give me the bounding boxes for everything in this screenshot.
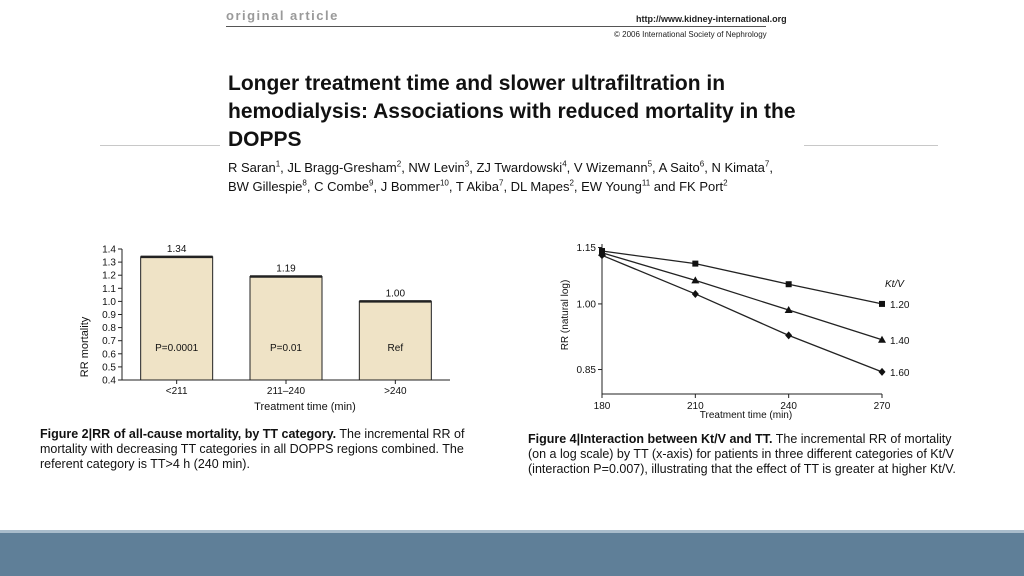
figure4-y-tick-label: 1.00 [576, 299, 596, 311]
author-name: FK Port [679, 179, 724, 194]
author-affiliation: 7 [764, 159, 770, 169]
figure4-series-line [602, 251, 882, 304]
footer-bar [0, 533, 1024, 576]
figure4-y-tick-label: 1.15 [576, 242, 596, 254]
figure2-y-tick-label: 0.7 [102, 336, 116, 348]
author-name: JL Bragg-Gresham [287, 160, 397, 175]
figure2-y-axis-label: RR mortality [79, 316, 91, 378]
figure4-marker-diamond [785, 331, 792, 339]
author-name: DL Mapes [510, 179, 570, 194]
figure2-y-tick-label: 1.3 [102, 257, 116, 269]
figure4-y-axis-label: RR (natural log) [560, 279, 571, 351]
author-name: J Bommer [380, 179, 440, 194]
author-name: R Saran [228, 160, 276, 175]
figure4-marker-square [786, 281, 792, 287]
author-name: NW Levin [408, 160, 465, 175]
figure2-x-axis-label: Treatment time (min) [254, 401, 356, 413]
figure4-marker-square [692, 261, 698, 267]
author-affiliation: 1 [275, 159, 281, 169]
figure2-x-tick-label: <211 [165, 386, 188, 397]
figure2-y-tick-label: 0.9 [102, 310, 116, 321]
figure4-marker-diamond [879, 368, 886, 376]
figure4-series-label: 1.40 [890, 335, 910, 347]
figure4-series-line [602, 253, 882, 340]
figure4-caption [528, 432, 958, 477]
author-name: V Wizemann [573, 160, 648, 175]
figure4-x-tick-label: 240 [780, 401, 798, 412]
article-type-label: original article [226, 8, 339, 23]
figure2-bar-chart [70, 238, 470, 418]
author-affiliation: 7 [498, 178, 504, 188]
author-name: T Akiba [455, 179, 499, 194]
figure2-x-tick-label: 211–240 [266, 386, 306, 397]
figure2-bar-value-label: 1.34 [166, 243, 187, 255]
figure2-caption-body: The incremental RR of mortality with decreasing TT categories in all DOPPS regions combined. The referent category is TT>4 h (240 min). [40, 427, 465, 471]
figure2-bars [141, 244, 432, 380]
author-affiliation: 6 [699, 159, 705, 169]
title-rule-left [100, 145, 220, 146]
figure4-caption-body: The incremental RR of mortality (on a log scale) by TT (x-axis) for patients in three different categories of Kt/V (interaction P=0.007), illustrating that the effect of TT is greater at higher Kt/V. [528, 432, 956, 476]
author-name: EW Young [581, 179, 642, 194]
author-affiliation: 10 [439, 178, 449, 188]
figure4-x-tick-label: 180 [593, 401, 611, 412]
figure4-caption-title: Figure 4|Interaction between Kt/V and TT. [528, 432, 773, 446]
author-name: C Combe [314, 179, 370, 194]
figure2-y-tick-label: 0.5 [102, 362, 116, 374]
figure2-bar-value-label: 1.00 [385, 288, 406, 300]
figure2-bar [141, 257, 213, 380]
figure2-bar-inner-label: P=0.0001 [155, 343, 199, 354]
figure2-bar-inner-label: Ref [387, 343, 404, 354]
author-affiliation: 8 [302, 178, 307, 188]
figure4-x-tick-label: 270 [873, 401, 891, 412]
figure4-x-axis-label: Treatment time (min) [699, 410, 793, 421]
figure2-y-tick-label: 1.4 [102, 244, 116, 256]
figure2-bar [359, 301, 431, 380]
author-affiliation: 2 [723, 178, 728, 188]
author-name: A Saito [658, 160, 700, 175]
figure4-series-line [602, 255, 882, 372]
paper-title: Longer treatment time and slower ultrafiltration in hemodialysis: Associations with reduced mortality in the DOPPS [228, 72, 796, 151]
figure2-y-tick-label: 0.8 [102, 323, 116, 335]
figure2-y-tick-label: 0.4 [102, 375, 116, 387]
author-affiliation: 9 [369, 178, 374, 188]
author-affiliation: 3 [464, 159, 470, 169]
figure4-marker-square [879, 301, 885, 307]
figure4-line-chart [552, 238, 932, 423]
figure2-y-tick-label: 1.1 [102, 283, 116, 295]
figure2-bar-inner-label: P=0.01 [270, 343, 302, 354]
author-name: ZJ Twardowski [476, 160, 563, 175]
header-rule [226, 26, 766, 27]
figure2-x-tick-label: >240 [384, 386, 407, 397]
author-list: R Saran$^1$, JL Bragg-Gresham$^2$, NW Levin$^3$, ZJ Twardowski$^4$, V Wizemann$^5$, A Saito$^6$, N Kimata$^7$, BW Gillespie$^8$, C Combe$^9$, J Bommer$^{10}$, T Akiba$^7$, DL Mapes$^2$, EW Young$^{11}$ and FK Port$^2$ [228, 159, 773, 194]
figure2-y-tick-label: 1.0 [102, 296, 116, 308]
author-affiliation: 4 [562, 159, 567, 169]
figure4-series-label: 1.60 [890, 367, 910, 379]
title-rule-right [804, 145, 938, 146]
author-name: BW Gillespie [228, 179, 303, 194]
figure4-y-tick-label: 0.85 [576, 365, 596, 377]
figure4-x-tick-label: 210 [686, 401, 704, 412]
figure4-legend-title: Kt/V [885, 279, 904, 290]
author-affiliation: 2 [569, 178, 574, 188]
figure2-y-tick-label: 0.6 [102, 349, 116, 361]
copyright-notice: © 2006 International Society of Nephrology [614, 30, 767, 39]
figure2-bar [250, 277, 322, 380]
figure2-bar-value-label: 1.19 [276, 263, 296, 275]
author-affiliation: 11 [641, 178, 651, 188]
figure4-series [598, 248, 910, 379]
author-affiliation: 2 [396, 159, 402, 169]
figure2-caption [40, 427, 490, 472]
author-affiliation: 5 [647, 159, 653, 169]
figure2-caption-title: Figure 2|RR of all-cause mortality, by TT category. [40, 427, 337, 441]
author-name: N Kimata [711, 160, 765, 175]
figure2-y-tick-label: 1.2 [102, 270, 116, 282]
figure4-series-label: 1.20 [890, 299, 910, 311]
figure4-marker-diamond [692, 290, 699, 298]
journal-url[interactable]: http://www.kidney-international.org [636, 14, 787, 24]
